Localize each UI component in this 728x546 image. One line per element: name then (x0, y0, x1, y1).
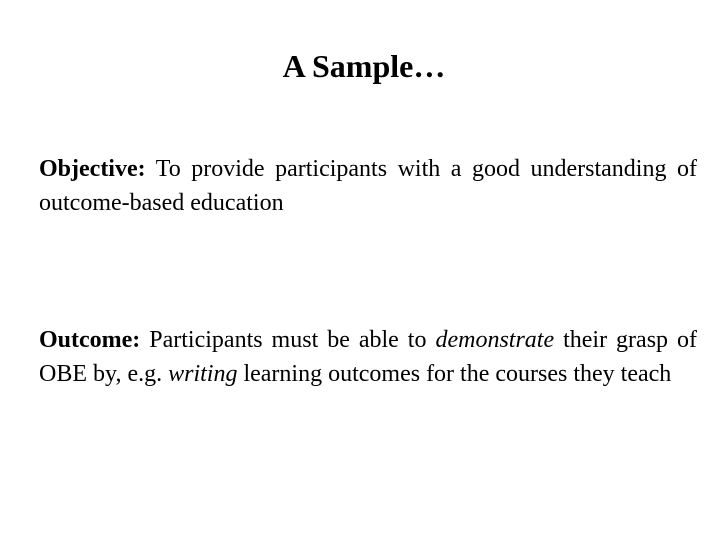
outcome-text-2: their grasp of OBE by, e.g. (39, 327, 697, 387)
outcome-paragraph (39, 323, 697, 391)
slide-title: A Sample… (282, 48, 446, 84)
objective-paragraph (39, 152, 697, 220)
outcome-emphasis-demonstrate: demonstrate (435, 327, 555, 353)
objective-label: Objective: (39, 156, 146, 182)
outcome-text-1: Participants must be able to (140, 327, 436, 353)
outcome-text-3: learning outcomes for the courses they teach (237, 361, 672, 387)
outcome-emphasis-writing: writing (168, 361, 238, 387)
objective-text: To provide participants with a good understanding of outcome-based education (39, 156, 697, 216)
outcome-label: Outcome: (39, 327, 141, 353)
